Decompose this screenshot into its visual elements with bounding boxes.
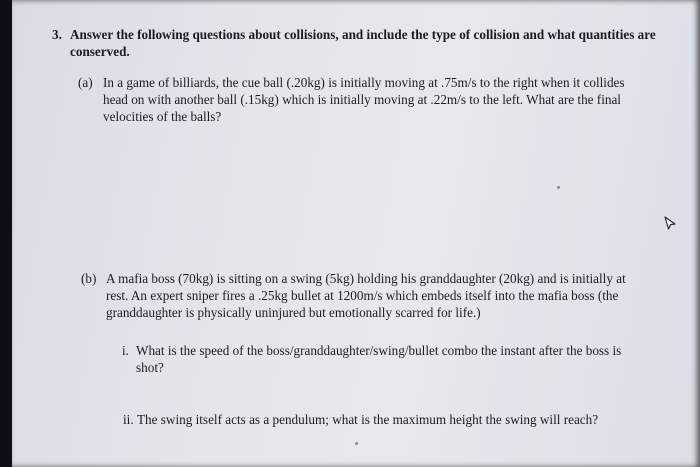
subpart-i-text: What is the speed of the boss/granddaughter/swing/bullet combo the instant after the boss is shot?: [136, 343, 622, 375]
part-a-text: In a game of billiards, the cue ball (.20kg) is initially moving at .75m/s to the right when it collides head on with another ball (.15kg) which is initially moving at .22m/s to the left. What are the final velocities of the balls?: [103, 75, 625, 124]
paper-speck: [557, 186, 560, 189]
subpart-i-label: i.: [122, 343, 129, 358]
worksheet-page: [12, 0, 700, 467]
mouse-pointer-icon: [662, 215, 678, 231]
question-header: Answer the following questions about collisions, and include the type of collision and what quantities are conserved.: [70, 27, 656, 59]
question-number: 3.: [52, 27, 62, 42]
part-b-label: (b): [81, 271, 97, 286]
part-b-text: A mafia boss (70kg) is sitting on a swing (5kg) holding his granddaughter (20kg) and is initially at rest. An expert sniper fires a .25kg bullet at 1200m/s which embeds itself into the mafia boss (the granddaughter is physically uninjured but emotionally scarred for life.): [106, 271, 626, 320]
paper-speck: [355, 442, 358, 445]
part-a-label: (a): [78, 75, 93, 90]
subpart-ii-label: ii.: [123, 412, 134, 427]
subpart-ii-text: The swing itself acts as a pendulum; what is the maximum height the swing will reach?: [137, 412, 599, 427]
